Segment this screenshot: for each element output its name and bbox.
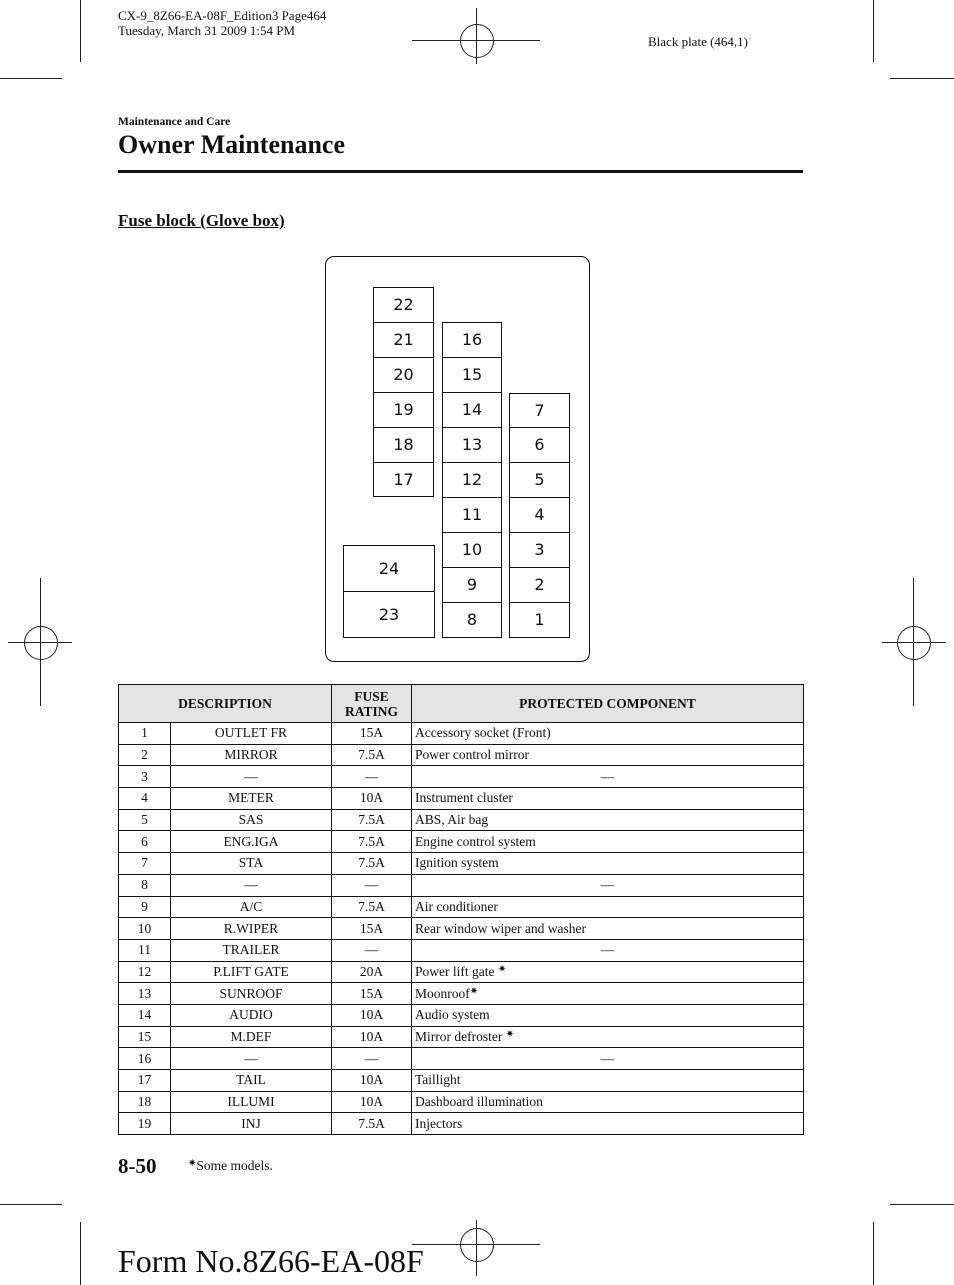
cell-rating — [332, 1070, 412, 1092]
cell-component-text: Mirror defroster — [415, 1028, 506, 1044]
cell-description — [171, 896, 332, 918]
table-row — [119, 766, 804, 788]
cell-component-text: Ignition system — [415, 855, 499, 871]
cell-rating-text: 7.5A — [358, 833, 385, 849]
cell-number-text: 12 — [137, 963, 152, 979]
date-line: Tuesday, March 31 2009 1:54 PM — [118, 23, 296, 38]
cell-number — [119, 744, 171, 766]
cell-description — [171, 788, 332, 810]
cell-rating-text: 10A — [359, 1028, 384, 1044]
cell-number-text: 11 — [138, 942, 151, 958]
cell-description — [171, 1113, 332, 1135]
cell-number — [119, 983, 171, 1005]
crop-mark — [873, 0, 874, 62]
footnote-text: Some models. — [196, 1158, 273, 1173]
fuse-16: 16 — [442, 322, 502, 358]
cell-number-text: 15 — [137, 1028, 152, 1044]
cell-component-text: — — [600, 1050, 615, 1066]
cell-component — [412, 874, 804, 896]
table-row — [119, 788, 804, 810]
cell-component — [412, 723, 804, 745]
registration-circle — [24, 626, 58, 660]
registration-circle — [460, 1228, 494, 1262]
footnote — [188, 1158, 273, 1174]
table-row — [119, 918, 804, 940]
fuse-24: 24 — [343, 545, 435, 592]
cell-number-text: 16 — [137, 1050, 152, 1066]
cell-number — [119, 1070, 171, 1092]
cell-component-text: Rear window wiper and washer — [415, 920, 586, 936]
cell-rating — [332, 766, 412, 788]
cell-number-text: 6 — [141, 833, 148, 849]
crop-mark — [0, 1204, 62, 1205]
cell-rating-text: 15A — [359, 985, 384, 1001]
cell-description-text: A/C — [239, 898, 263, 914]
cell-component — [412, 1091, 804, 1113]
cell-description — [171, 1026, 332, 1048]
form-number: Form No.8Z66-EA-08F — [118, 1243, 424, 1279]
fuse-table — [118, 684, 804, 1135]
cell-rating — [332, 1048, 412, 1070]
cell-rating — [332, 853, 412, 875]
subheading: Fuse block (Glove box) — [118, 211, 285, 230]
cell-component — [412, 1026, 804, 1048]
cell-number-text: 9 — [141, 898, 148, 914]
cell-component — [412, 1004, 804, 1026]
cell-component — [412, 809, 804, 831]
cell-component — [412, 1070, 804, 1092]
cell-rating — [332, 1113, 412, 1135]
fuse-10: 10 — [442, 532, 502, 568]
cell-description — [171, 939, 332, 961]
cell-description — [171, 766, 332, 788]
fuse-13: 13 — [442, 427, 502, 463]
cell-description-text: ENG.IGA — [223, 833, 279, 849]
cell-rating — [332, 744, 412, 766]
cell-component — [412, 918, 804, 940]
cell-component — [412, 983, 804, 1005]
table-row — [119, 1091, 804, 1113]
crop-mark — [80, 1222, 81, 1285]
cell-rating — [332, 918, 412, 940]
table-row — [119, 853, 804, 875]
cell-number-text: 7 — [141, 855, 148, 871]
table-row — [119, 1113, 804, 1135]
cell-rating — [332, 896, 412, 918]
cell-component — [412, 1048, 804, 1070]
cell-description — [171, 853, 332, 875]
crop-mark — [80, 0, 81, 62]
cell-number — [119, 788, 171, 810]
cell-rating-text: — — [364, 1050, 379, 1066]
cell-number-text: 19 — [137, 1115, 152, 1131]
cell-rating-text: 15A — [359, 725, 384, 741]
cell-component-text: Audio system — [415, 1007, 490, 1023]
cell-component-text: ABS, Air bag — [415, 812, 489, 828]
cell-number — [119, 874, 171, 896]
cell-rating — [332, 788, 412, 810]
cell-description — [171, 1091, 332, 1113]
cell-number — [119, 1091, 171, 1113]
fuse-20: 20 — [373, 357, 434, 393]
fuse-6: 6 — [509, 427, 570, 463]
cell-description-text: TAIL — [236, 1072, 266, 1088]
cell-rating — [332, 961, 412, 983]
cell-number-text: 10 — [137, 920, 152, 936]
cell-number-text: 14 — [137, 1007, 152, 1023]
cell-number-text: 1 — [141, 725, 148, 741]
fuse-9: 9 — [442, 567, 502, 603]
cell-number — [119, 853, 171, 875]
cell-number — [119, 961, 171, 983]
cell-component — [412, 896, 804, 918]
cell-description-text: OUTLET FR — [214, 725, 288, 741]
cell-component — [412, 766, 804, 788]
cell-number-text: 13 — [137, 985, 152, 1001]
cell-description-text: INJ — [241, 1115, 261, 1131]
cell-rating — [332, 983, 412, 1005]
fuse-15: 15 — [442, 357, 502, 393]
cell-description-text: METER — [228, 790, 274, 806]
cell-description — [171, 1048, 332, 1070]
fuse-12: 12 — [442, 462, 502, 498]
header-fuse-rating-line1: FUSE — [354, 688, 389, 704]
table-row — [119, 723, 804, 745]
cell-description-text: — — [244, 768, 258, 784]
fuse-4: 4 — [509, 497, 570, 533]
cell-component-text: Moonroof — [415, 985, 470, 1001]
cell-component — [412, 744, 804, 766]
cell-rating-text: 7.5A — [358, 747, 385, 763]
cell-rating — [332, 1004, 412, 1026]
cell-number-text: 2 — [141, 747, 148, 763]
cell-rating-text: 10A — [359, 1094, 384, 1110]
cell-number — [119, 831, 171, 853]
header-protected-component: PROTECTED COMPONENT — [412, 685, 804, 723]
cell-component — [412, 1113, 804, 1135]
cell-rating — [332, 809, 412, 831]
cell-description — [171, 831, 332, 853]
fuse-2: 2 — [509, 567, 570, 603]
cell-description-text: R.WIPER — [223, 920, 279, 936]
cell-rating — [332, 874, 412, 896]
cell-number — [119, 766, 171, 788]
cell-rating-text: 10A — [359, 790, 384, 806]
cell-description-text: SAS — [238, 812, 264, 828]
cell-number-text: 8 — [141, 877, 148, 893]
fuse-7: 7 — [509, 393, 570, 428]
cell-number-text: 5 — [141, 812, 148, 828]
table-row — [119, 1026, 804, 1048]
page-title: Owner Maintenance — [118, 130, 345, 159]
cell-rating — [332, 723, 412, 745]
table-row — [119, 983, 804, 1005]
cell-component-text: Taillight — [415, 1072, 461, 1088]
registration-circle — [897, 626, 931, 660]
fuse-18: 18 — [373, 427, 434, 463]
cell-number — [119, 1026, 171, 1048]
cell-component-text: Instrument cluster — [415, 790, 513, 806]
table-row — [119, 939, 804, 961]
header-fuse-rating-line2: RATING — [344, 703, 398, 719]
cell-description-text: — — [244, 877, 258, 893]
crop-mark — [0, 78, 62, 79]
cell-rating-text: — — [364, 942, 379, 958]
cell-number — [119, 809, 171, 831]
cell-component — [412, 939, 804, 961]
cell-number — [119, 918, 171, 940]
table-header-row — [119, 685, 804, 723]
fuse-1: 1 — [509, 602, 570, 638]
table-row — [119, 1004, 804, 1026]
cell-component-text: — — [600, 942, 615, 958]
cell-rating-text: — — [364, 768, 379, 784]
cell-number — [119, 723, 171, 745]
cell-number-text: 4 — [141, 790, 148, 806]
page-number: 8-50 — [118, 1154, 157, 1178]
crop-mark — [890, 1204, 954, 1205]
footnote-star: ✷ — [469, 985, 479, 997]
cell-description — [171, 744, 332, 766]
table-row — [119, 874, 804, 896]
cell-rating-text: 7.5A — [358, 898, 385, 914]
fuse-3: 3 — [509, 532, 570, 568]
crop-mark — [890, 78, 954, 79]
header-description: DESCRIPTION — [119, 685, 332, 723]
plate-label: Black plate (464,1) — [648, 34, 748, 49]
cell-number-text: 3 — [141, 768, 148, 784]
table-row — [119, 1070, 804, 1092]
table-row — [119, 961, 804, 983]
table-row — [119, 744, 804, 766]
cell-component-text: Power control mirror — [415, 747, 529, 763]
cell-number-text: 18 — [137, 1094, 152, 1110]
cell-description-text: SUNROOF — [219, 985, 283, 1001]
title-rule — [118, 170, 803, 173]
cell-description-text: STA — [238, 855, 264, 871]
cell-number — [119, 896, 171, 918]
cell-component-text: Injectors — [415, 1115, 463, 1131]
cell-description — [171, 918, 332, 940]
cell-rating-text: 15A — [359, 920, 384, 936]
section-label: Maintenance and Care — [118, 116, 231, 128]
table-row — [119, 809, 804, 831]
file-line: CX-9_8Z66-EA-08F_Edition3 Page464 — [118, 8, 327, 23]
fuse-21: 21 — [373, 322, 434, 358]
cell-description-text: TRAILER — [222, 942, 280, 958]
table-row — [119, 896, 804, 918]
cell-description-text: MIRROR — [224, 747, 278, 763]
cell-component-text: Dashboard illumination — [415, 1094, 543, 1110]
fuse-14: 14 — [442, 392, 502, 428]
cell-component — [412, 831, 804, 853]
cell-component-text: Power lift gate — [415, 963, 498, 979]
cell-rating-text: — — [364, 877, 379, 893]
table-row — [119, 831, 804, 853]
cell-description-text: P.LIFT GATE — [213, 963, 289, 979]
cell-description — [171, 961, 332, 983]
cell-rating-text: 7.5A — [358, 812, 385, 828]
fuse-19: 19 — [373, 392, 434, 428]
footnote-star: ✷ — [497, 963, 507, 975]
cell-description-text: AUDIO — [229, 1007, 273, 1023]
cell-rating — [332, 939, 412, 961]
cell-component-text: Engine control system — [415, 833, 536, 849]
cell-number-text: 17 — [137, 1072, 152, 1088]
cell-rating-text: 20A — [359, 963, 384, 979]
cell-number — [119, 1004, 171, 1026]
cell-number — [119, 1113, 171, 1135]
cell-number — [119, 1048, 171, 1070]
crop-mark — [873, 1222, 874, 1285]
cell-description — [171, 1004, 332, 1026]
cell-rating — [332, 831, 412, 853]
cell-rating-text: 10A — [359, 1072, 384, 1088]
cell-rating-text: 7.5A — [358, 1115, 385, 1131]
cell-description-text: — — [244, 1050, 258, 1066]
header-fuse-rating — [332, 685, 412, 723]
cell-rating — [332, 1026, 412, 1048]
cell-description — [171, 809, 332, 831]
cell-description — [171, 983, 332, 1005]
cell-rating-text: 7.5A — [358, 855, 385, 871]
fuse-17: 17 — [373, 462, 434, 497]
cell-description — [171, 723, 332, 745]
cell-component — [412, 788, 804, 810]
fuse-11: 11 — [442, 497, 502, 533]
cell-component-text: — — [600, 768, 615, 784]
cell-component-text: — — [600, 877, 615, 893]
fuse-22: 22 — [373, 287, 434, 323]
fuse-23: 23 — [343, 591, 435, 638]
cell-description — [171, 1070, 332, 1092]
cell-description — [171, 874, 332, 896]
cell-component — [412, 961, 804, 983]
fuse-5: 5 — [509, 462, 570, 498]
cell-rating — [332, 1091, 412, 1113]
cell-component — [412, 853, 804, 875]
registration-circle — [460, 24, 494, 58]
print-header — [118, 8, 326, 38]
footnote-star: ✷ — [505, 1028, 515, 1040]
cell-component-text: Air conditioner — [415, 898, 498, 914]
cell-description-text: M.DEF — [230, 1028, 272, 1044]
cell-rating-text: 10A — [359, 1007, 384, 1023]
cell-description-text: ILLUMI — [227, 1094, 275, 1110]
cell-number — [119, 939, 171, 961]
table-row — [119, 1048, 804, 1070]
fuse-8: 8 — [442, 602, 502, 638]
footnote-star: ✷ — [188, 1158, 197, 1169]
cell-component-text: Accessory socket (Front) — [415, 725, 551, 741]
